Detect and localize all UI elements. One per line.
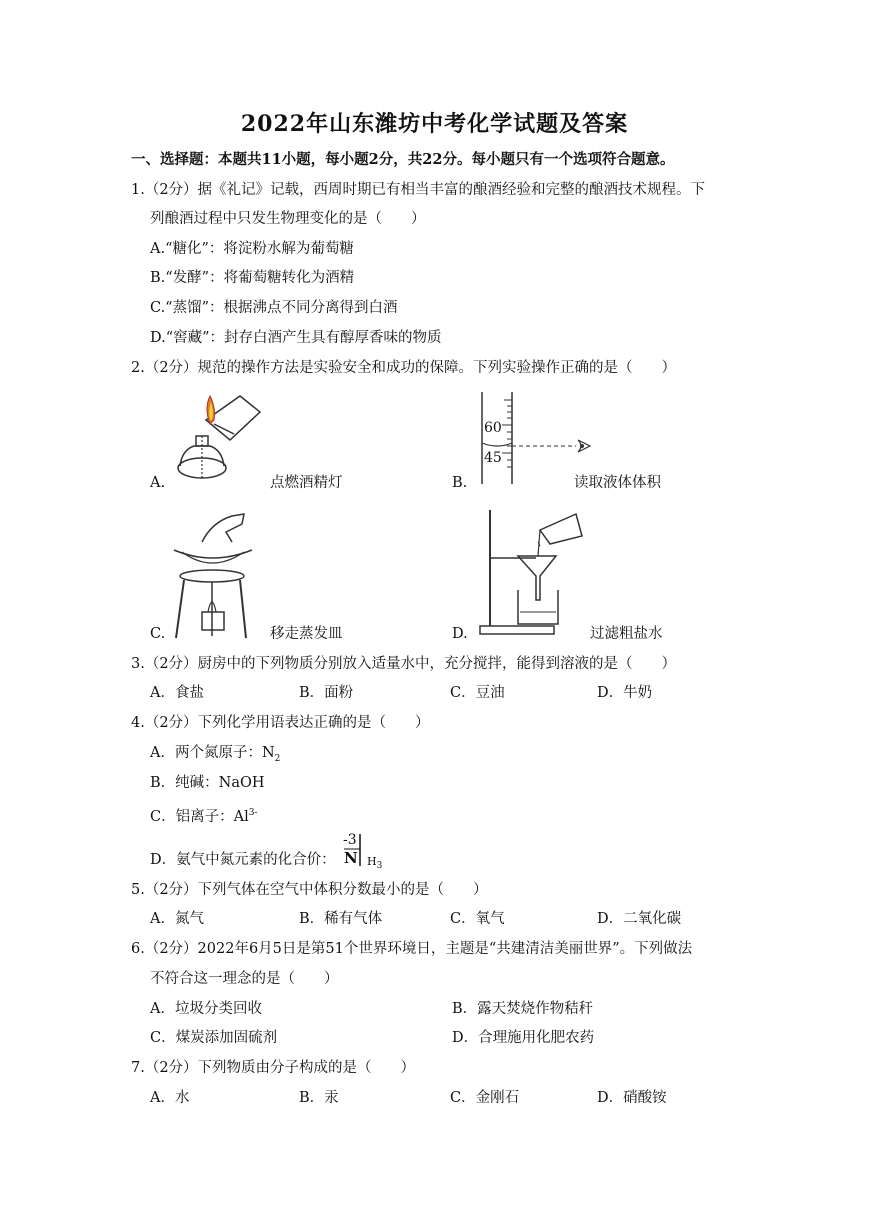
hydrogen-symbol: H [367, 855, 377, 868]
q7-stem: 7.（2分）下列物质由分子构成的是（ ） [131, 1060, 416, 1076]
q5-stem: 5.（2分）下列气体在空气中体积分数最小的是（ ） [131, 882, 488, 898]
q4-option-c [150, 803, 257, 827]
q2-option-d-caption: 过滤粗盐水 [590, 626, 663, 642]
hydrogen-subscript: 3 [376, 861, 383, 872]
q5-option-b: B．稀有气体 [299, 911, 383, 927]
q4-stem: 4.（2分）下列化学用语表达正确的是（ ） [131, 715, 430, 731]
q7-option-d: D．硝酸铵 [597, 1090, 667, 1106]
q7-option-b: B．汞 [299, 1090, 339, 1106]
q2-stem: 2.（2分）规范的操作方法是实验安全和成功的保障。下列实验操作正确的是（ ） [131, 360, 677, 376]
q1-stem-line2: 列酿酒过程中只发生物理变化的是（ ） [150, 211, 426, 227]
q4-option-a-text: A．两个氮原子：N [150, 745, 275, 761]
q1-option-a: A.“糖化”：将淀粉水解为葡萄糖 [150, 241, 354, 257]
cylinder-mark-lower: 45 [484, 450, 502, 466]
q2-option-b-caption: 读取液体体积 [574, 475, 661, 491]
valence-notation [340, 832, 364, 868]
q6-stem-line1: 6.（2分）2022年6月5日是第51个世界环境日，主题是“共建清洁美丽世界”。下列做法 [131, 941, 693, 957]
section-heading: 一、选择题：本题共11小题，每小题2分，共22分。每小题只有一个选项符合题意。 [131, 151, 675, 168]
q4-option-b: B．纯碱：NaOH [150, 775, 265, 791]
q7-option-c: C．金刚石 [450, 1090, 520, 1106]
q6-option-d: D．合理施用化肥农药 [452, 1030, 595, 1046]
q1-stem-line1: 1.（2分）据《礼记》记载，西周时期已有相当丰富的酿酒经验和完整的酿酒技术规程。下 [131, 182, 706, 198]
valence-value: -3 [343, 832, 357, 848]
q4-option-a [150, 743, 280, 769]
q6-option-b: B．露天焚烧作物秸秆 [452, 1001, 594, 1017]
q3-option-c: C．豆油 [450, 685, 505, 701]
q4-option-a-subscript: 2 [274, 753, 281, 764]
q2-option-a-letter: A. [150, 475, 166, 491]
q7-option-a: A．水 [150, 1090, 190, 1106]
q4-option-c-superscript: 3- [248, 808, 258, 818]
q2-option-d-letter: D. [452, 626, 468, 642]
q1-option-b: B.“发酵”：将葡萄糖转化为酒精 [150, 270, 355, 286]
alcohol-lamp-figure [170, 390, 270, 490]
q1-option-c: C.“蒸馏”：根据沸点不同分离得到白酒 [150, 300, 398, 316]
q2-option-b-letter: B. [452, 475, 468, 491]
q3-option-a: A．食盐 [150, 685, 204, 701]
filtration-figure [478, 500, 588, 638]
q2-option-c-caption: 移走蒸发皿 [270, 626, 343, 642]
q2-option-a-caption: 点燃酒精灯 [270, 475, 343, 491]
q5-option-c: C．氧气 [450, 911, 505, 927]
q3-option-b: B．面粉 [299, 685, 354, 701]
q3-option-d: D．牛奶 [597, 685, 653, 701]
q4-option-c-text: C．铝离子：Al [150, 808, 249, 825]
q4-option-d-text: D．氨气中氮元素的化合价： [150, 852, 336, 868]
q6-stem-line2: 不符合这一理念的是（ ） [150, 971, 339, 987]
cylinder-mark-upper: 60 [484, 420, 502, 436]
q4-option-d-hydrogen [367, 852, 382, 876]
q3-stem: 3.（2分）厨房中的下列物质分别放入适量水中，充分搅拌，能得到溶液的是（ ） [131, 656, 677, 672]
q6-option-c: C．煤炭添加固硫剂 [150, 1030, 278, 1046]
q5-option-a: A．氮气 [150, 911, 204, 927]
evaporating-dish-figure [172, 512, 262, 642]
valence-element-symbol: N [344, 849, 358, 867]
q5-option-d: D．二氧化碳 [597, 911, 682, 927]
q2-option-c-letter: C. [150, 626, 166, 642]
q1-option-d: D.“窖藏”：封存白酒产生具有醇厚香味的物质 [150, 330, 442, 346]
q6-option-a: A．垃圾分类回收 [150, 1001, 262, 1017]
page-title: 2022年山东潍坊中考化学试题及答案 [240, 111, 629, 137]
